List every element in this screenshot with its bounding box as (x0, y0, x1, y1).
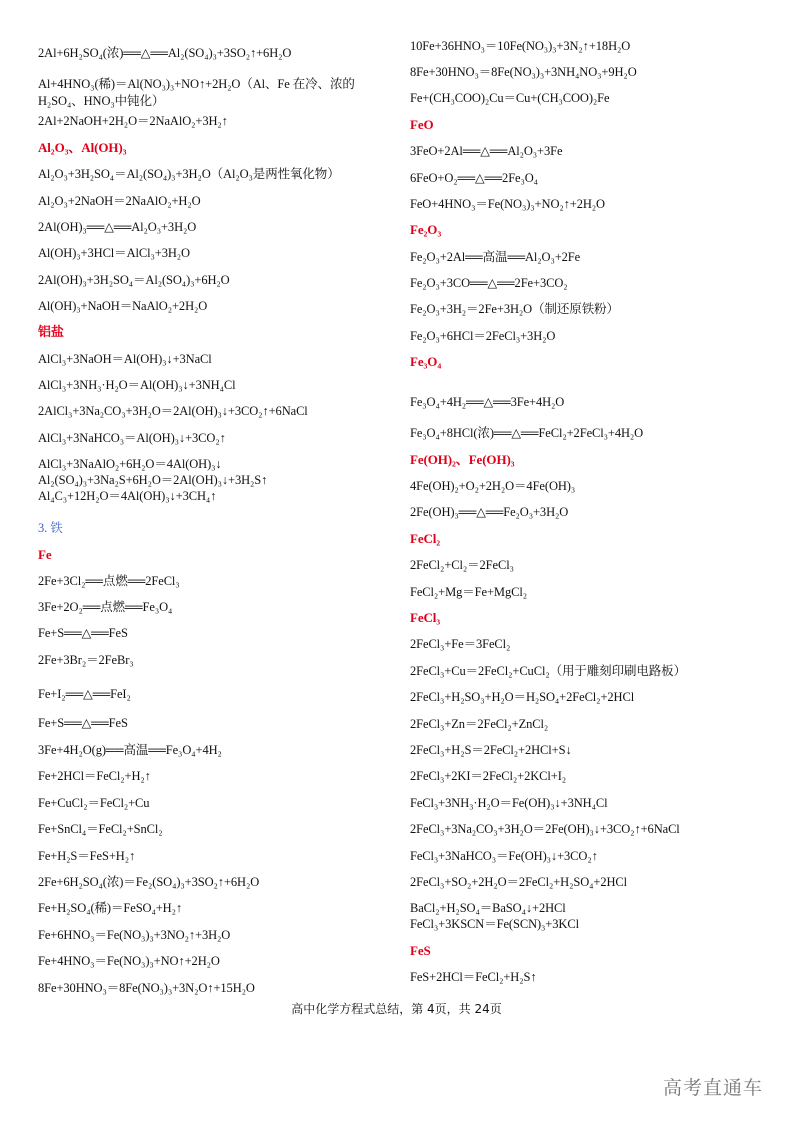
section-heading: FeS (410, 943, 431, 958)
equation-line: Fe+H₂SO₄(稀)＝FeSO₄+H₂↑ (38, 901, 183, 915)
equation-line: 3Fe+4H₂O(g)══高温══Fe₃O₄+4H₂ (38, 743, 222, 757)
equation-line: 2Fe(OH)₃══△══Fe₂O₃+3H₂O (410, 505, 569, 519)
equation-line: Fe+2HCl＝FeCl₂+H₂↑ (38, 769, 151, 783)
equation-line: AlCl₃+3NaAlO₂+6H₂O＝4Al(OH)₃↓ (38, 457, 222, 471)
equation-line: Fe+CuCl₂＝FeCl₂+Cu (38, 796, 150, 810)
equation-line: 2FeCl₃+Zn＝2FeCl₂+ZnCl₂ (410, 717, 549, 731)
equation-line: AlCl₃+3NH₃·H₂O＝Al(OH)₃↓+3NH₄Cl (38, 378, 236, 392)
section-heading: Al₂O₃、Al(OH)₃ (38, 140, 127, 155)
equation-line: 2Al+2NaOH+2H₂O＝2NaAlO₂+3H₂↑ (38, 114, 228, 128)
equation-line: Al(OH)₃+NaOH＝NaAlO₂+2H₂O (38, 299, 208, 313)
equation-line: Fe+S══△══FeS (38, 716, 128, 730)
equation-line: Fe+H₂S＝FeS+H₂↑ (38, 849, 136, 863)
equation-line: Fe+4HNO₃＝Fe(NO₃)₃+NO↑+2H₂O (38, 954, 220, 968)
equation-line: AlCl₃+3NaHCO₃＝Al(OH)₃↓+3CO₂↑ (38, 431, 226, 445)
section-heading: FeO (410, 117, 434, 132)
equation-line: Fe+6HNO₃＝Fe(NO₃)₃+3NO₂↑+3H₂O (38, 928, 231, 942)
equation-line: 3Fe+2O₂══点燃══Fe₃O₄ (38, 600, 173, 614)
equation-line: Al(OH)₃+3HCl＝AlCl₃+3H₂O (38, 246, 190, 260)
equation-line: Al₂(SO₄)₃+3Na₂S+6H₂O＝2Al(OH)₃↓+3H₂S↑ (38, 473, 268, 487)
equation-line: 8Fe+30HNO₃＝8Fe(NO₃)₃+3NH₄NO₃+9H₂O (410, 65, 637, 79)
equation-line: 2FeCl₃+SO₂+2H₂O＝2FeCl₂+H₂SO₄+2HCl (410, 875, 628, 889)
equation-line: FeCl₃+3NaHCO₃＝Fe(OH)₃↓+3CO₂↑ (410, 849, 598, 863)
equation-line: 2FeCl₃+Fe＝3FeCl₂ (410, 637, 511, 651)
equation-line: Al₄C₃+12H₂O＝4Al(OH)₃↓+3CH₄↑ (38, 489, 217, 503)
equation-line: 10Fe+36HNO₃＝10Fe(NO₃)₃+3N₂↑+18H₂O (410, 39, 631, 53)
equation-line: 2Fe+3Cl₂══点燃══2FeCl₃ (38, 574, 180, 588)
section-heading: FeCl₂ (410, 531, 441, 546)
equation-line: Al₂O₃+2NaOH＝2NaAlO₂+H₂O (38, 194, 201, 208)
section-heading: Fe₃O₄ (410, 354, 442, 369)
equation-line: AlCl₃+3NaOH＝Al(OH)₃↓+3NaCl (38, 352, 212, 366)
brand-watermark: 高考直通车 (662, 1077, 763, 1099)
equation-line: BaCl₂+H₂SO₄＝BaSO₄↓+2HCl (410, 901, 566, 915)
equation-line: 2Fe+3Br₂＝2FeBr₃ (38, 653, 134, 667)
equation-line: 8Fe+30HNO₃＝8Fe(NO₃)₃+3N₂O↑+15H₂O (38, 981, 255, 995)
equation-line: Fe₂O₃+6HCl＝2FeCl₃+3H₂O (410, 329, 556, 343)
equation-line: Fe+S══△══FeS (38, 626, 128, 640)
section-heading: 铝盐 (38, 324, 64, 339)
equation-line: FeCl₃+3KSCN＝Fe(SCN)₃+3KCl (410, 917, 579, 931)
equation-line: FeCl₃+3NH₃·H₂O＝Fe(OH)₃↓+3NH₄Cl (410, 796, 608, 810)
equation-line: FeS+2HCl＝FeCl₂+H₂S↑ (410, 970, 537, 984)
equation-line: 2AlCl₃+3Na₂CO₃+3H₂O＝2Al(OH)₃↓+3CO₂↑+6NaCl (38, 404, 308, 418)
equation-line: Al₂O₃+3H₂SO₄＝Al₂(SO₄)₃+3H₂O（Al₂O₃是两性氧化物） (38, 167, 340, 181)
page-footer: 高中化学方程式总结，第 4页，共 24页 (291, 1002, 502, 1016)
equation-line: Al+4HNO₃(稀)＝Al(NO₃)₃+NO↑+2H₂O（Al、Fe 在冷、浓的 H₂SO₄、HNO₃中钝化） (38, 77, 355, 108)
section-heading: Fe(OH)₂、Fe(OH)₃ (410, 452, 515, 467)
equation-line: 2Al(OH)₃══△══Al₂O₃+3H₂O (38, 220, 197, 234)
equation-line: Fe₂O₃+3CO══△══2Fe+3CO₂ (410, 276, 568, 290)
equation-line: FeO+4HNO₃＝Fe(NO₃)₃+NO₂↑+2H₂O (410, 197, 605, 211)
section-heading: Fe (38, 547, 52, 562)
equation-line: 2FeCl₂+Cl₂＝2FeCl₃ (410, 558, 514, 572)
section-heading: Fe₂O₃ (410, 222, 442, 237)
equation-line: 2Fe+6H₂SO₄(浓)＝Fe₂(SO₄)₃+3SO₂↑+6H₂O (38, 875, 260, 889)
equation-line: Fe₂O₃+2Al══高温══Al₂O₃+2Fe (410, 250, 581, 264)
equation-line: Fe₃O₄+8HCl(浓)══△══FeCl₂+2FeCl₃+4H₂O (410, 426, 644, 440)
section-number: 3. 铁 (38, 521, 63, 535)
equation-line: 2FeCl₃+2KI＝2FeCl₂+2KCl+I₂ (410, 769, 567, 783)
equation-line: Fe+(CH₃COO)₂Cu＝Cu+(CH₃COO)₂Fe (410, 91, 610, 105)
equation-line: 6FeO+O₂══△══2Fe₃O₄ (410, 171, 538, 185)
equation-line: 4Fe(OH)₂+O₂+2H₂O＝4Fe(OH)₃ (410, 479, 576, 493)
equation-line: Fe+I₂══△══FeI₂ (38, 687, 131, 701)
equation-line: Fe₂O₃+3H₂＝2Fe+3H₂O（制还原铁粉） (410, 302, 619, 316)
equation-line: 2FeCl₃+H₂SO₃+H₂O＝H₂SO₄+2FeCl₂+2HCl (410, 690, 635, 704)
equation-line: FeCl₂+Mg＝Fe+MgCl₂ (410, 585, 527, 599)
section-heading: FeCl₃ (410, 610, 441, 625)
equation-line: 3FeO+2Al══△══Al₂O₃+3Fe (410, 144, 563, 158)
equation-line: 2FeCl₃+H₂S＝2FeCl₂+2HCl+S↓ (410, 743, 572, 757)
equation-line: 2Al(OH)₃+3H₂SO₄＝Al₂(SO₄)₃+6H₂O (38, 273, 230, 287)
equation-line: 2Al+6H₂SO₄(浓)══△══Al₂(SO₄)₃+3SO₂↑+6H₂O (38, 46, 292, 60)
equation-line: 2FeCl₃+3Na₂CO₃+3H₂O＝2Fe(OH)₃↓+3CO₂↑+6NaCl (410, 822, 680, 836)
equation-line: Fe₃O₄+4H₂══△══3Fe+4H₂O (410, 395, 565, 409)
equation-line: Fe+SnCl₄＝FeCl₂+SnCl₂ (38, 822, 163, 836)
equation-line: 2FeCl₃+Cu＝2FeCl₂+CuCl₂（用于雕刻印刷电路板） (410, 664, 686, 678)
